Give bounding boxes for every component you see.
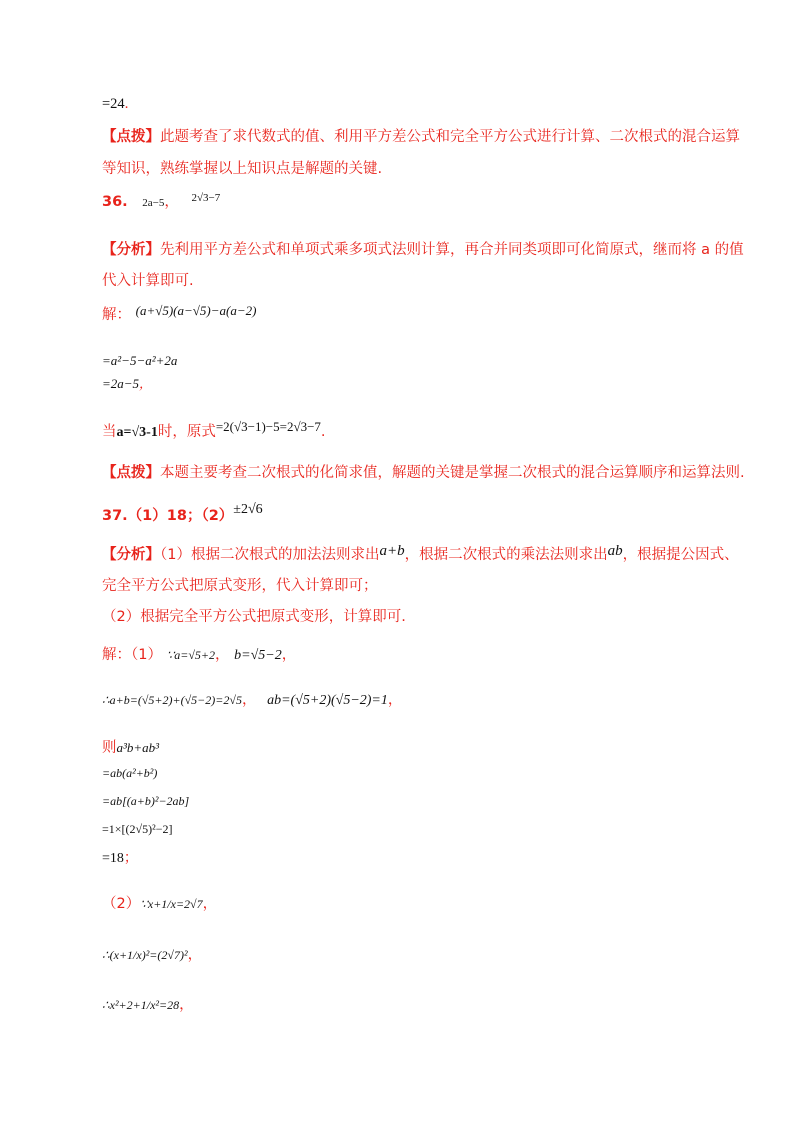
solution-label: 解： (102, 307, 131, 323)
expression: (a+√5)(a−√5)−a(a−2) (135, 303, 257, 318)
analysis2-label: 【分析】 (102, 547, 160, 563)
b-def: b=√5−2 (234, 648, 282, 663)
answer-36 (102, 192, 220, 213)
expr: a³b+ab³ (116, 740, 160, 755)
answer-37 (102, 502, 263, 527)
step-3-text: =ab(a²+b²) (102, 766, 158, 780)
answer-37-label: 37.（1）18；（2） (102, 508, 234, 524)
sum-product-line (102, 690, 402, 711)
solution2-line (102, 645, 296, 666)
when-label: 当 (102, 424, 117, 440)
analysis2-text-cont: 完全平方公式把原式变形，代入计算即可； (102, 578, 378, 594)
step-3 (102, 763, 157, 783)
step-5-text: =1×[(2√5)²−2] (102, 822, 173, 836)
tip2-label: 【点拨】 (102, 465, 160, 481)
step-2-text: =2a−5 (102, 376, 140, 391)
part2-label: （2） (102, 896, 141, 912)
sum-eq: ∴a+b=(√5+2)+(√5−2)=2√5 (102, 693, 242, 707)
tip-label: 【点拨】 (102, 129, 160, 145)
separator: ， (164, 194, 179, 210)
analysis2-part2: （2）根据完全平方公式把原式变形，计算即可. (102, 609, 406, 625)
square-eq: ∴(x+1/x)²=(2√7)² (102, 948, 188, 962)
expand-eq: ∴x²+2+1/x²=28 (102, 998, 180, 1012)
step-1-text: =a²−5−a²+2a (102, 353, 178, 368)
punct: ， (281, 647, 297, 663)
tip-text: 此题考查了求代数式的值、利用平方差公式和完全平方公式进行计算、二次根式的混合运算 (160, 129, 740, 145)
step-5 (102, 819, 172, 839)
original-label: 时，原式 (157, 424, 216, 440)
punct: ， (241, 692, 257, 708)
analysis2-line-2 (102, 576, 378, 596)
given-x: ∵x+1/x=2√7 (140, 897, 203, 911)
result-line (102, 94, 128, 114)
step-2 (102, 374, 152, 394)
punct: ； (123, 851, 138, 866)
solution2-label: 解：（1） (102, 647, 162, 663)
analysis-text: 先利用平方差公式和单项式乘多项式法则计算，再合并同类项即可化简原式，继而将 a 的值 (160, 242, 744, 258)
step-6-text: =18 (102, 851, 124, 866)
analysis2-line-1 (102, 545, 739, 565)
punct: ， (215, 647, 230, 663)
tip-text-cont: 等知识，熟练掌握以上知识点是解题的关键. (102, 161, 383, 177)
product-eq: ab=(√5+2)(√5−2)=1 (267, 693, 388, 708)
tip-line-2 (102, 159, 382, 179)
punct: ， (139, 376, 153, 391)
step-6 (102, 849, 138, 869)
step-4 (102, 791, 189, 811)
analysis2-text-3: ，根据提公因式、 (622, 547, 739, 563)
tip-line-1 (102, 127, 740, 147)
analysis2-text-1: （1）根据二次根式的加法法则求出 (160, 547, 380, 563)
answer-37-part2: ±2√6 (233, 502, 263, 517)
question-number: 36. (102, 194, 128, 210)
a-value: a=√3-1 (116, 425, 158, 440)
punct: ， (387, 692, 403, 708)
analysis2-line-3 (102, 607, 406, 627)
punct: . (320, 424, 326, 440)
analysis-label: 【分析】 (102, 242, 160, 258)
analysis-line-2 (102, 271, 194, 291)
substitute-line (102, 419, 326, 443)
substitute-result: =2(√3−1)−5=2√3−7 (215, 419, 321, 434)
step-1 (102, 351, 177, 371)
answer-2: 2√3−7 (191, 192, 221, 204)
solution-line (102, 305, 256, 325)
expand-line (102, 995, 194, 1015)
result-value: =24 (102, 96, 125, 112)
then-label: 则 (102, 740, 117, 756)
tip2-text: 本题主要考查二次根式的化简求值，解题的关键是掌握二次根式的混合运算顺序和运算法则. (160, 465, 745, 481)
square-line (102, 945, 202, 965)
a-plus-b: a+b (379, 543, 405, 559)
punct: ， (179, 997, 194, 1013)
analysis2-text-2: ，根据二次根式的乘法法则求出 (404, 547, 608, 563)
punct: ， (187, 947, 203, 963)
analysis-line-1 (102, 240, 744, 260)
ab: ab (607, 543, 623, 559)
analysis-text-cont: 代入计算即可. (102, 273, 194, 289)
a-def: ∵a=√5+2 (166, 648, 216, 662)
punct: . (124, 96, 129, 112)
then-line (102, 738, 159, 758)
step-4-text: =ab[(a+b)²−2ab] (102, 794, 190, 808)
tip2-line (102, 463, 745, 483)
part2-line (102, 894, 217, 914)
punct: ， (202, 896, 218, 912)
answer-1: 2a−5 (142, 197, 165, 209)
